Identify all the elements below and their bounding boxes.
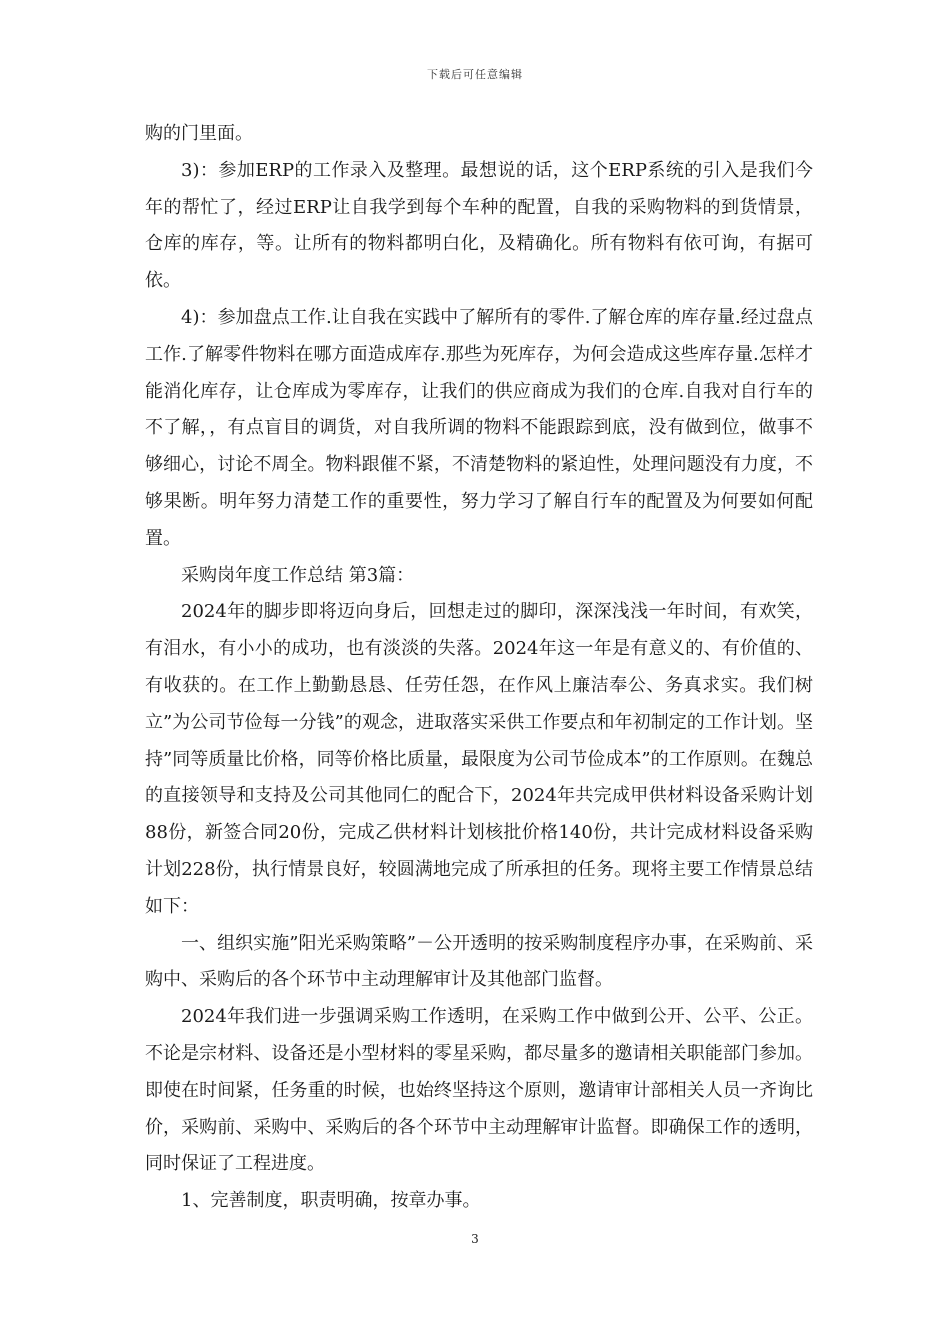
paragraph-transparency: 2024年我们进一步强调采购工作透明，在采购工作中做到公开、公平、公正。不论是宗材料、设备还是小型材料的零星采购，都尽量多的邀请相关职能部门参加。即使在时间紧，任务重的时候，也始终坚持这个原则，邀请审计部相关人员一齐询比价，采购前、采购中、采购后的各个环节中主动理解审计监督。即确保工作的透明，同时保证了工程进度。 [145,1006,813,1175]
page-header-note: 下载后可任意编辑 [427,68,523,81]
page-number: 3 [471,1232,479,1246]
paragraph-intro: 2024年的脚步即将迈向身后，回想走过的脚印，深深浅浅一年时间，有欢笑，有泪水，有小小的成功，也有淡淡的失落。2024年这一年是有意义的、有价值的、有收获的。在工作上勤勤恳恳、任劳任怨，在作风上廉洁奉公、务真求实。我们树立”为公司节俭每一分钱”的观念，进取落实采供工作要点和年初制定的工作计划。坚持”同等质量比价格，同等价格比质量，最限度为公司节俭成本”的工作原则。在魏总的直接领导和支持及公司其他同仁的配合下，2024年共完成甲供材料设备采购计划88份，新签合同20份，完成乙供材料计划核批价格140份，共计完成材料设备采购计划228份，执行情景良好，较圆满地完成了所承担的任务。现将主要工作情景总结如下： [145,601,813,917]
paragraph-point-1: 一、组织实施”阳光采购策略”－公开透明的按采购制度程序办事，在采购前、采购中、采购后的各个环节中主动理解审计及其他部门监督。 [145,932,813,991]
paragraph-item-4: 4)：参加盘点工作.让自我在实践中了解所有的零件.了解仓库的库存量.经过盘点工作.了解零件物料在哪方面造成库存.那些为死库存，为何会造成这些库存量.怎样才能消化库存，让仓库成为零库存，让我们的供应商成为我们的仓库.自我对自行车的不了解，，有点盲目的调货，对自我所调的物料不能跟踪到底，没有做到位，做事不够细心，讨论不周全。物料跟催不紧，不清楚物料的紧迫性，处理问题没有力度，不够果断。明年努力清楚工作的重要性，努力学习了解自行车的配置及为何要如何配置。 [145,306,813,549]
document-body [145,116,813,1220]
section-heading: 采购岗年度工作总结 第3篇： [181,564,415,586]
paragraph-continuation: 购的门里面。 [145,123,253,144]
paragraph-item-3: 3)：参加ERP的工作录入及整理。最想说的话，这个ERP系统的引入是我们今年的帮忙了，经过ERP让自我学到每个车种的配置，自我的采购物料的到货情景，仓库的库存，等。让所有的物料都明白化，及精确化。所有物料有依可询，有据可依。 [145,159,813,292]
paragraph-subpoint-1: 1、完善制度，职责明确，按章办事。 [181,1190,481,1212]
